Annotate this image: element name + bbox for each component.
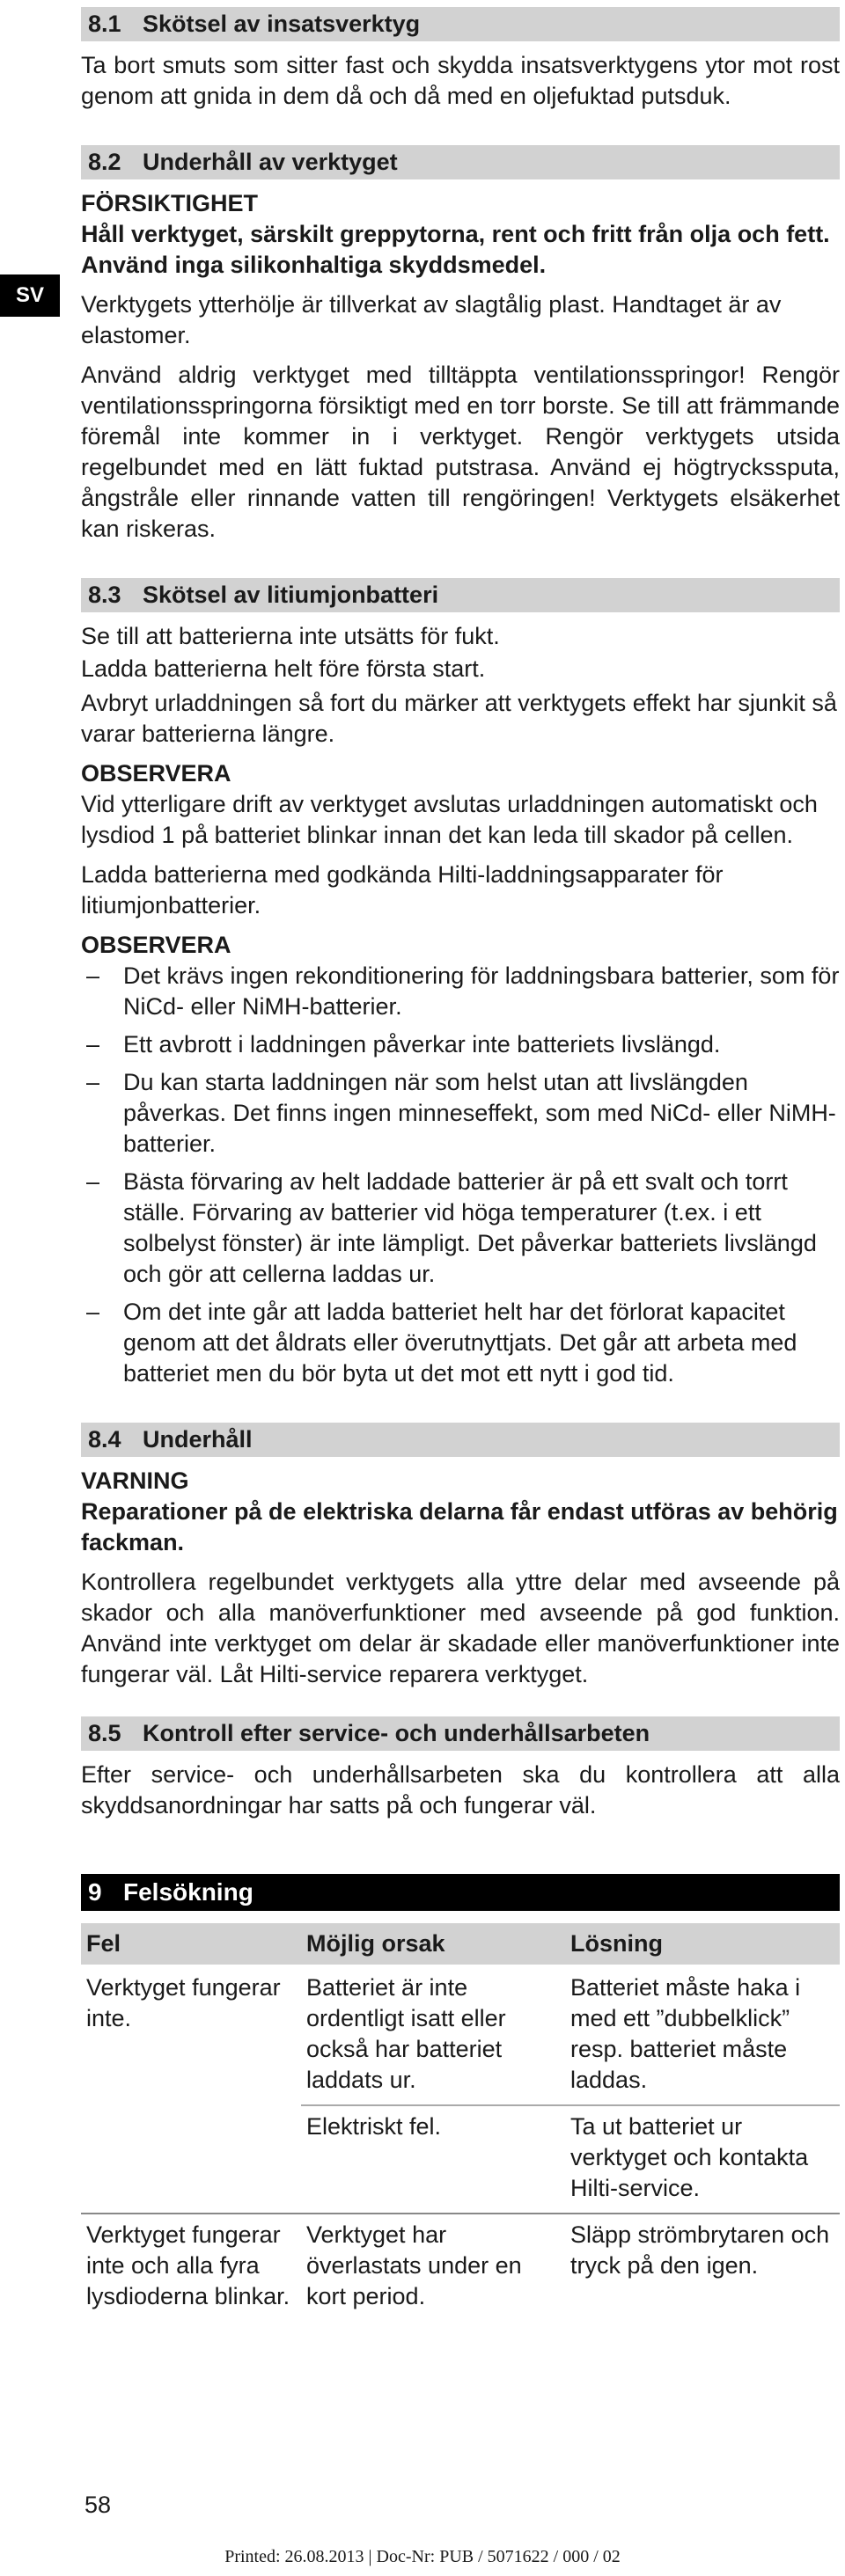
list-item: – Du kan starta laddningen när som helst utan att livslängden påverkas. Det finns ingen minneseffekt, som med NiCd- eller NiMH-batterier. <box>86 1069 836 1157</box>
section-number: 8.3 <box>88 582 121 608</box>
list-item: – Ett avbrott i laddningen påverkar inte batteriets livslängd. <box>81 1029 840 1060</box>
cause-cell: Batteriet är inte ordentligt isatt eller också har batteriet laddats ur. <box>301 1966 565 2106</box>
paragraph: Använd aldrig verktyget med tilltäppta ventilationsspringor! Rengör ventilationsspringorna försiktigt med en torr borste. Se till att främmande föremål inte kommer in i verktyget. Rengör verktygets utsida regelbundet med en lätt fuktad putstrasa. Använd ej högtryckssputa, ångstråle eller rinnande vatten till rengöringen! Verktygets elsäkerhet kan riskeras. <box>81 362 840 542</box>
fault-cell <box>81 2105 301 2214</box>
list-item: – Bästa förvaring av helt laddade batterier är på ett svalt och torrt ställe. Förvaring av batterier vid höga temperaturer (t.ex. i ett solbelyst fönster) är inte lämpligt. Det påverkar batteriets livslängd och gör att cellerna laddas ur. <box>86 1168 817 1287</box>
page-number: 58 <box>84 2492 112 2518</box>
manual-content <box>81 7 840 2321</box>
dash-marker: – <box>86 1031 100 1057</box>
section-heading-8-2 <box>81 145 840 179</box>
paragraph: Efter service- och underhållsarbeten ska du kontrollera att alla skyddsanordningar har satts på och fungerar väl. <box>81 1761 840 1819</box>
section-number: 8.4 <box>88 1426 121 1453</box>
table-row <box>81 2105 840 2214</box>
table-header-row <box>81 1923 840 1966</box>
paragraph: Ladda batterierna med godkända Hilti-laddningsapparater för litiumjonbatterier. <box>81 861 724 918</box>
list-item: – Det krävs ingen rekonditionering för laddningsbara batterier, som för NiCd- eller NiMH-batterier. <box>86 962 840 1020</box>
section-title: Skötsel av litiumjonbatteri <box>143 582 439 608</box>
column-header-fault: Fel <box>81 1923 301 1966</box>
fault-cell: Verktyget fungerar inte. <box>81 1966 301 2106</box>
cause-cell: Verktyget har överlastats under en kort period. <box>301 2214 565 2321</box>
fault-cell: Verktyget fungerar inte och alla fyra lysdioderna blinkar. <box>81 2214 301 2321</box>
section-number: 8.2 <box>88 149 121 175</box>
caution-text: Håll verktyget, särskilt greppytorna, rent och fritt från olja och fett. Använd inga silikonhaltiga skyddsmedel. <box>81 221 830 278</box>
column-header-solution: Lösning <box>565 1923 840 1966</box>
section-number: 8.5 <box>88 1720 121 1746</box>
dash-marker: – <box>86 1069 100 1095</box>
troubleshooting-table <box>81 1923 840 2321</box>
paragraph: Se till att batterierna inte utsätts för fukt. <box>81 623 500 649</box>
section-title: Kontroll efter service- och underhållsarbeten <box>143 1720 650 1746</box>
table-row <box>81 2214 840 2321</box>
section-number: 8.1 <box>88 11 121 37</box>
print-footer: Printed: 26.08.2013 | Doc-Nr: PUB / 5071622 / 000 / 02 <box>224 2547 621 2566</box>
section-heading-8-4 <box>81 1423 840 1457</box>
table-row <box>81 1966 840 2106</box>
section-heading-8-5 <box>81 1716 840 1751</box>
bullet-list <box>81 961 840 1389</box>
language-tab-sv: SV <box>0 274 60 317</box>
solution-cell: Släpp strömbrytaren och tryck på den igen. <box>565 2214 840 2321</box>
section-title: Skötsel av insatsverktyg <box>143 11 421 37</box>
note-label: OBSERVERA <box>81 932 231 958</box>
caution-label: FÖRSIKTIGHET <box>81 190 258 216</box>
column-header-cause: Möjlig orsak <box>301 1923 565 1966</box>
section-heading-8-3 <box>81 578 840 612</box>
cause-cell: Elektriskt fel. <box>301 2105 565 2214</box>
note-label: OBSERVERA <box>81 760 231 787</box>
section-title: Underhåll <box>143 1426 253 1453</box>
note-text: Vid ytterligare drift av verktyget avslutas urladdningen automatiskt och lysdiod 1 på batteriet blinkar innan det kan leda till skador på cellen. <box>81 791 818 848</box>
paragraph: Ladda batterierna helt före första start. <box>81 655 486 682</box>
dash-marker: – <box>86 1168 100 1195</box>
warning-text: Reparationer på de elektriska delarna får endast utföras av behörig fackman. <box>81 1498 838 1555</box>
warning-label: VARNING <box>81 1467 189 1494</box>
dash-marker: – <box>86 1299 100 1325</box>
solution-cell: Batteriet måste haka i med ett ”dubbelklick” resp. batteriet måste laddas. <box>565 1966 840 2106</box>
paragraph: Ta bort smuts som sitter fast och skydda insatsverktygens ytor mot rost genom att gnida in dem då och då med en oljefuktad putsduk. <box>81 52 840 109</box>
dash-marker: – <box>86 962 100 989</box>
paragraph: Verktygets ytterhölje är tillverkat av slagtålig plast. Handtaget är av elastomer. <box>81 291 782 348</box>
list-item: – Om det inte går att ladda batteriet helt har det förlorat kapacitet genom att det åldrats eller överutnyttjats. Det går att arbeta med batteriet men du bör byta ut det mot ett nytt i god tid. <box>86 1299 797 1387</box>
solution-cell: Ta ut batteriet ur verktyget och kontakta Hilti-service. <box>565 2105 840 2214</box>
paragraph: Kontrollera regelbundet verktygets alla yttre delar med avseende på skador och alla manöverfunktioner med avseende på god funktion. Använd inte verktyget om delar är skadade eller manöverfunktioner inte fungerar väl. Låt Hilti-service reparera verktyget. <box>81 1569 840 1687</box>
paragraph: Avbryt urladdningen så fort du märker att verktygets effekt har sjunkit så varar batterierna längre. <box>81 690 837 747</box>
chapter-title: Felsökning <box>123 1878 254 1906</box>
section-title: Underhåll av verktyget <box>143 149 398 175</box>
section-heading-8-1 <box>81 7 840 41</box>
chapter-number: 9 <box>88 1878 102 1906</box>
chapter-heading-9 <box>81 1874 840 1911</box>
